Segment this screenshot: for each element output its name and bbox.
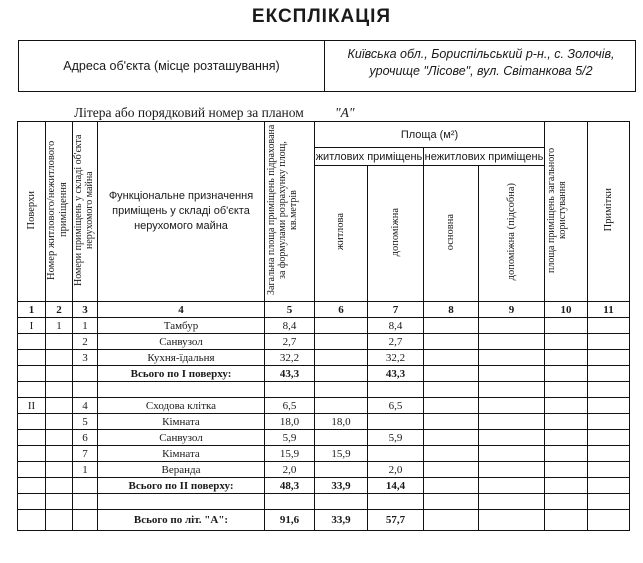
table-row [18, 430, 630, 446]
column-number: 3 [73, 302, 98, 318]
main-area-cell [424, 462, 479, 478]
header-total-area: Загальна площа приміщень підрахована за формулами розрахунку площ, кв.метрів [265, 122, 315, 302]
room-name-cell: Всього по І поверху: [98, 366, 265, 382]
auxiliary-area-cell: 14,4 [368, 478, 424, 494]
dwelling-cell [46, 398, 73, 414]
main-area-cell [424, 510, 479, 531]
notes-cell [588, 350, 630, 366]
common-use-cell [545, 414, 588, 430]
living-area-cell [315, 318, 368, 334]
header-auxiliary: допоміжна [368, 166, 424, 302]
notes-cell [588, 366, 630, 382]
living-area-cell: 33,9 [315, 478, 368, 494]
main-area-cell [424, 446, 479, 462]
room-number-cell [73, 382, 98, 398]
column-number: 1 [18, 302, 46, 318]
notes-cell [588, 318, 630, 334]
common-use-cell [545, 510, 588, 531]
aux-utility-area-cell [479, 366, 545, 382]
column-number: 8 [424, 302, 479, 318]
total-area-cell: 2,0 [265, 462, 315, 478]
document-title: ЕКСПЛІКАЦІЯ [251, 6, 392, 27]
room-number-cell [73, 494, 98, 510]
floor-cell [18, 350, 46, 366]
living-area-cell: 15,9 [315, 446, 368, 462]
address-label: Адреса об'єкта (місце розташування) [19, 41, 325, 91]
dwelling-cell [46, 382, 73, 398]
total-area-cell: 43,3 [265, 366, 315, 382]
header-nonresidential-group: нежитлових приміщень [424, 148, 545, 166]
common-use-cell [545, 462, 588, 478]
column-number: 2 [46, 302, 73, 318]
dwelling-cell [46, 334, 73, 350]
auxiliary-area-cell: 57,7 [368, 510, 424, 531]
notes-cell [588, 478, 630, 494]
header-residential-group: житлових приміщень [315, 148, 424, 166]
notes-cell [588, 334, 630, 350]
auxiliary-area-cell: 32,2 [368, 350, 424, 366]
living-area-cell [315, 366, 368, 382]
notes-cell [588, 494, 630, 510]
table-row [18, 318, 630, 334]
main-area-cell [424, 478, 479, 494]
common-use-cell [545, 334, 588, 350]
main-area-cell [424, 494, 479, 510]
dwelling-cell [46, 350, 73, 366]
main-area-cell [424, 350, 479, 366]
aux-utility-area-cell [479, 414, 545, 430]
header-main: основна [424, 166, 479, 302]
main-area-cell [424, 398, 479, 414]
room-number-cell [73, 478, 98, 494]
auxiliary-area-cell: 8,4 [368, 318, 424, 334]
column-number: 5 [265, 302, 315, 318]
room-number-cell: 4 [73, 398, 98, 414]
dwelling-cell [46, 510, 73, 531]
room-name-cell [98, 494, 265, 510]
auxiliary-area-cell: 2,0 [368, 462, 424, 478]
room-number-cell [73, 510, 98, 531]
floor-cell: ІІ [18, 398, 46, 414]
living-area-cell [315, 398, 368, 414]
common-use-cell [545, 382, 588, 398]
main-area-cell [424, 366, 479, 382]
aux-utility-area-cell [479, 446, 545, 462]
room-number-cell: 5 [73, 414, 98, 430]
auxiliary-area-cell [368, 446, 424, 462]
floor-cell [18, 462, 46, 478]
column-number: 7 [368, 302, 424, 318]
table-row [18, 334, 630, 350]
auxiliary-area-cell: 43,3 [368, 366, 424, 382]
address-box [18, 40, 636, 92]
room-name-cell: Санвузол [98, 334, 265, 350]
room-number-cell: 6 [73, 430, 98, 446]
common-use-cell [545, 366, 588, 382]
address-line-1: Київська обл., Бориспільський р-н., с. Золочів, [347, 47, 615, 61]
common-use-cell [545, 398, 588, 414]
dwelling-cell: 1 [46, 318, 73, 334]
notes-cell [588, 446, 630, 462]
room-number-cell: 1 [73, 318, 98, 334]
floor-cell [18, 430, 46, 446]
header-aux-utility: допоміжна (підсобна) [479, 166, 545, 302]
table-body [18, 318, 630, 531]
total-area-cell: 48,3 [265, 478, 315, 494]
total-row [18, 510, 630, 531]
common-use-cell [545, 446, 588, 462]
living-area-cell [315, 334, 368, 350]
auxiliary-area-cell: 2,7 [368, 334, 424, 350]
room-name-cell: Всього по літ. "А": [98, 510, 265, 531]
common-use-cell [545, 478, 588, 494]
dwelling-cell [46, 478, 73, 494]
living-area-cell [315, 430, 368, 446]
notes-cell [588, 398, 630, 414]
notes-cell [588, 462, 630, 478]
address-value [331, 46, 631, 80]
living-area-cell [315, 350, 368, 366]
table-row [18, 414, 630, 430]
total-area-cell: 18,0 [265, 414, 315, 430]
total-area-cell: 91,6 [265, 510, 315, 531]
room-name-cell: Сходова клітка [98, 398, 265, 414]
aux-utility-area-cell [479, 478, 545, 494]
living-area-cell [315, 494, 368, 510]
room-number-cell [73, 366, 98, 382]
column-number: 11 [588, 302, 630, 318]
notes-cell [588, 430, 630, 446]
room-name-cell: Кімната [98, 414, 265, 430]
room-name-cell: Санвузол [98, 430, 265, 446]
header-room-no: Номери приміщень у складі об'єкта нерухомого майна [73, 122, 98, 302]
room-number-cell: 2 [73, 334, 98, 350]
total-area-cell: 15,9 [265, 446, 315, 462]
litera-label: Літера або порядковий номер за планом [74, 105, 304, 120]
header-notes: Примітки [588, 122, 630, 302]
floor-cell [18, 334, 46, 350]
column-number: 10 [545, 302, 588, 318]
total-area-cell: 6,5 [265, 398, 315, 414]
notes-cell [588, 510, 630, 531]
dwelling-cell [46, 446, 73, 462]
main-area-cell [424, 382, 479, 398]
common-use-cell [545, 318, 588, 334]
header-function: Функціональне призначення приміщень у складі об'єкта нерухомого майна [98, 122, 265, 302]
total-area-cell [265, 494, 315, 510]
room-number-cell: 1 [73, 462, 98, 478]
aux-utility-area-cell [479, 462, 545, 478]
room-number-cell: 3 [73, 350, 98, 366]
total-area-cell: 2,7 [265, 334, 315, 350]
table-row [18, 398, 630, 414]
header-living: житлова [315, 166, 368, 302]
dwelling-cell [46, 414, 73, 430]
auxiliary-area-cell: 6,5 [368, 398, 424, 414]
common-use-cell [545, 494, 588, 510]
total-row [18, 366, 630, 382]
address-line-2: урочище "Лісове", вул. Світанкова 5/2 [369, 64, 593, 78]
room-name-cell [98, 382, 265, 398]
dwelling-cell [46, 366, 73, 382]
notes-cell [588, 414, 630, 430]
room-name-cell: Кухня-їдальня [98, 350, 265, 366]
total-row [18, 478, 630, 494]
aux-utility-area-cell [479, 318, 545, 334]
dwelling-cell [46, 430, 73, 446]
total-area-cell: 5,9 [265, 430, 315, 446]
auxiliary-area-cell [368, 414, 424, 430]
total-area-cell: 8,4 [265, 318, 315, 334]
living-area-cell [315, 462, 368, 478]
aux-utility-area-cell [479, 510, 545, 531]
auxiliary-area-cell [368, 382, 424, 398]
table-row [18, 446, 630, 462]
aux-utility-area-cell [479, 398, 545, 414]
column-number: 4 [98, 302, 265, 318]
notes-cell [588, 382, 630, 398]
room-name-cell: Кімната [98, 446, 265, 462]
header-floors: Поверхи [18, 122, 46, 302]
living-area-cell [315, 382, 368, 398]
total-area-cell [265, 382, 315, 398]
header-area-group: Площа (м²) [315, 122, 545, 148]
room-name-cell: Всього по ІІ поверху: [98, 478, 265, 494]
column-numbers-row [18, 302, 630, 318]
floor-cell [18, 510, 46, 531]
header-common-use: площа приміщень загального користування [545, 122, 588, 302]
floor-cell: І [18, 318, 46, 334]
common-use-cell [545, 430, 588, 446]
main-area-cell [424, 334, 479, 350]
table-row [18, 350, 630, 366]
room-name-cell: Веранда [98, 462, 265, 478]
column-number: 6 [315, 302, 368, 318]
living-area-cell: 18,0 [315, 414, 368, 430]
room-number-cell: 7 [73, 446, 98, 462]
floor-cell [18, 414, 46, 430]
aux-utility-area-cell [479, 350, 545, 366]
main-area-cell [424, 430, 479, 446]
auxiliary-area-cell [368, 494, 424, 510]
total-area-cell: 32,2 [265, 350, 315, 366]
main-area-cell [424, 414, 479, 430]
dwelling-cell [46, 462, 73, 478]
empty-row [18, 382, 630, 398]
floor-cell [18, 366, 46, 382]
aux-utility-area-cell [479, 382, 545, 398]
explication-table [17, 121, 630, 531]
common-use-cell [545, 350, 588, 366]
column-number: 9 [479, 302, 545, 318]
main-area-cell [424, 318, 479, 334]
aux-utility-area-cell [479, 430, 545, 446]
floor-cell [18, 494, 46, 510]
auxiliary-area-cell: 5,9 [368, 430, 424, 446]
litera-value: "А" [335, 105, 355, 120]
living-area-cell: 33,9 [315, 510, 368, 531]
aux-utility-area-cell [479, 494, 545, 510]
floor-cell [18, 478, 46, 494]
empty-row [18, 494, 630, 510]
floor-cell [18, 446, 46, 462]
table-row [18, 462, 630, 478]
aux-utility-area-cell [479, 334, 545, 350]
header-dwelling-no: Номер житлового/нежитлового приміщення [46, 122, 73, 302]
room-name-cell: Тамбур [98, 318, 265, 334]
floor-cell [18, 382, 46, 398]
dwelling-cell [46, 494, 73, 510]
